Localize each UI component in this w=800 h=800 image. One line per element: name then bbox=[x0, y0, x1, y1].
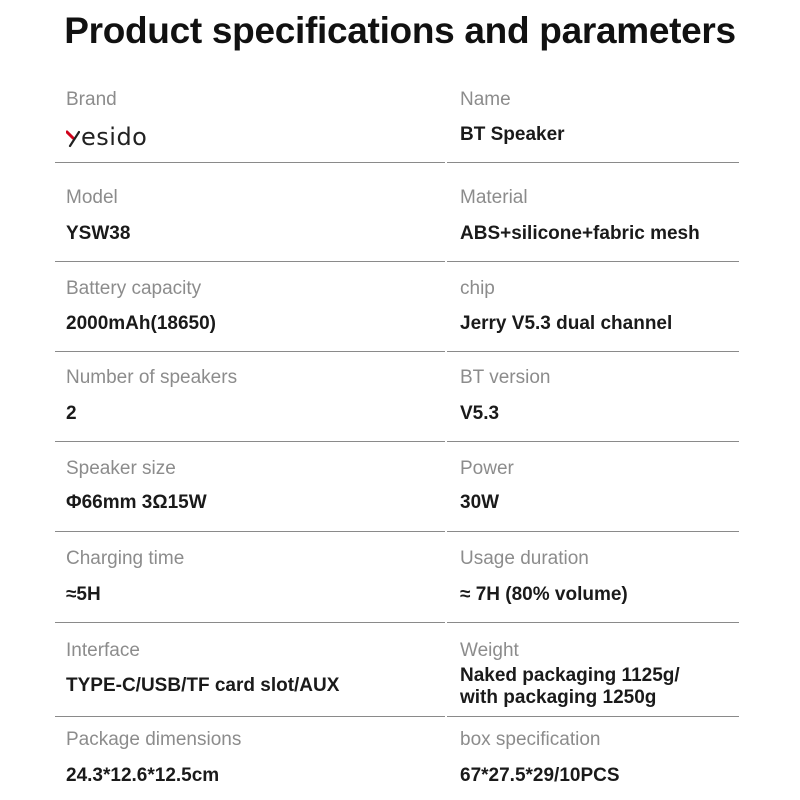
row-divider bbox=[447, 622, 739, 623]
model-label: Model bbox=[66, 187, 118, 208]
yesido-y-mark-icon bbox=[66, 126, 80, 148]
brand-logo bbox=[66, 124, 147, 150]
battery-capacity-value: 2000mAh(18650) bbox=[66, 313, 216, 334]
battery-capacity-label: Battery capacity bbox=[66, 278, 202, 299]
row-divider bbox=[55, 162, 445, 163]
charging-time-label: Charging time bbox=[66, 548, 185, 569]
row-divider bbox=[55, 351, 445, 352]
name-value: BT Speaker bbox=[460, 124, 565, 145]
box-specification-label: box specification bbox=[460, 729, 601, 750]
row-divider bbox=[55, 716, 445, 717]
number-of-speakers-value: 2 bbox=[66, 403, 77, 424]
row-divider bbox=[55, 261, 445, 262]
usage-duration-label: Usage duration bbox=[460, 548, 589, 569]
bt-version-label: BT version bbox=[460, 367, 551, 388]
interface-value: TYPE-C/USB/TF card slot/AUX bbox=[66, 675, 340, 696]
row-divider bbox=[447, 351, 739, 352]
weight-value: Naked packaging 1125g/ with packaging 1250g bbox=[460, 665, 680, 708]
row-divider bbox=[55, 531, 445, 532]
bt-version-value: V5.3 bbox=[460, 403, 500, 424]
brand-logo-text: esido bbox=[81, 123, 148, 151]
package-dimensions-value: 24.3*12.6*12.5cm bbox=[66, 765, 220, 786]
material-value: ABS+silicone+fabric mesh bbox=[460, 223, 700, 244]
weight-label: Weight bbox=[460, 640, 519, 661]
row-divider bbox=[55, 622, 445, 623]
speaker-size-value: Φ66mm 3Ω15W bbox=[66, 492, 207, 513]
charging-time-value: ≈5H bbox=[66, 584, 101, 605]
box-specification-value: 67*27.5*29/10PCS bbox=[460, 765, 620, 786]
row-divider bbox=[447, 162, 739, 163]
row-divider bbox=[447, 531, 739, 532]
name-label: Name bbox=[460, 89, 511, 110]
row-divider bbox=[55, 441, 445, 442]
usage-duration-value: ≈ 7H (80% volume) bbox=[460, 584, 628, 605]
speaker-size-label: Speaker size bbox=[66, 458, 176, 479]
power-value: 30W bbox=[460, 492, 500, 513]
number-of-speakers-label: Number of speakers bbox=[66, 367, 238, 388]
row-divider bbox=[447, 261, 739, 262]
chip-label: chip bbox=[460, 278, 495, 299]
row-divider bbox=[447, 716, 739, 717]
interface-label: Interface bbox=[66, 640, 140, 661]
chip-value: Jerry V5.3 dual channel bbox=[460, 313, 673, 334]
page-title: Product specifications and parameters bbox=[64, 10, 736, 51]
material-label: Material bbox=[460, 187, 528, 208]
power-label: Power bbox=[460, 458, 514, 479]
row-divider bbox=[447, 441, 739, 442]
brand-label: Brand bbox=[66, 89, 117, 110]
model-value: YSW38 bbox=[66, 223, 131, 244]
package-dimensions-label: Package dimensions bbox=[66, 729, 242, 750]
